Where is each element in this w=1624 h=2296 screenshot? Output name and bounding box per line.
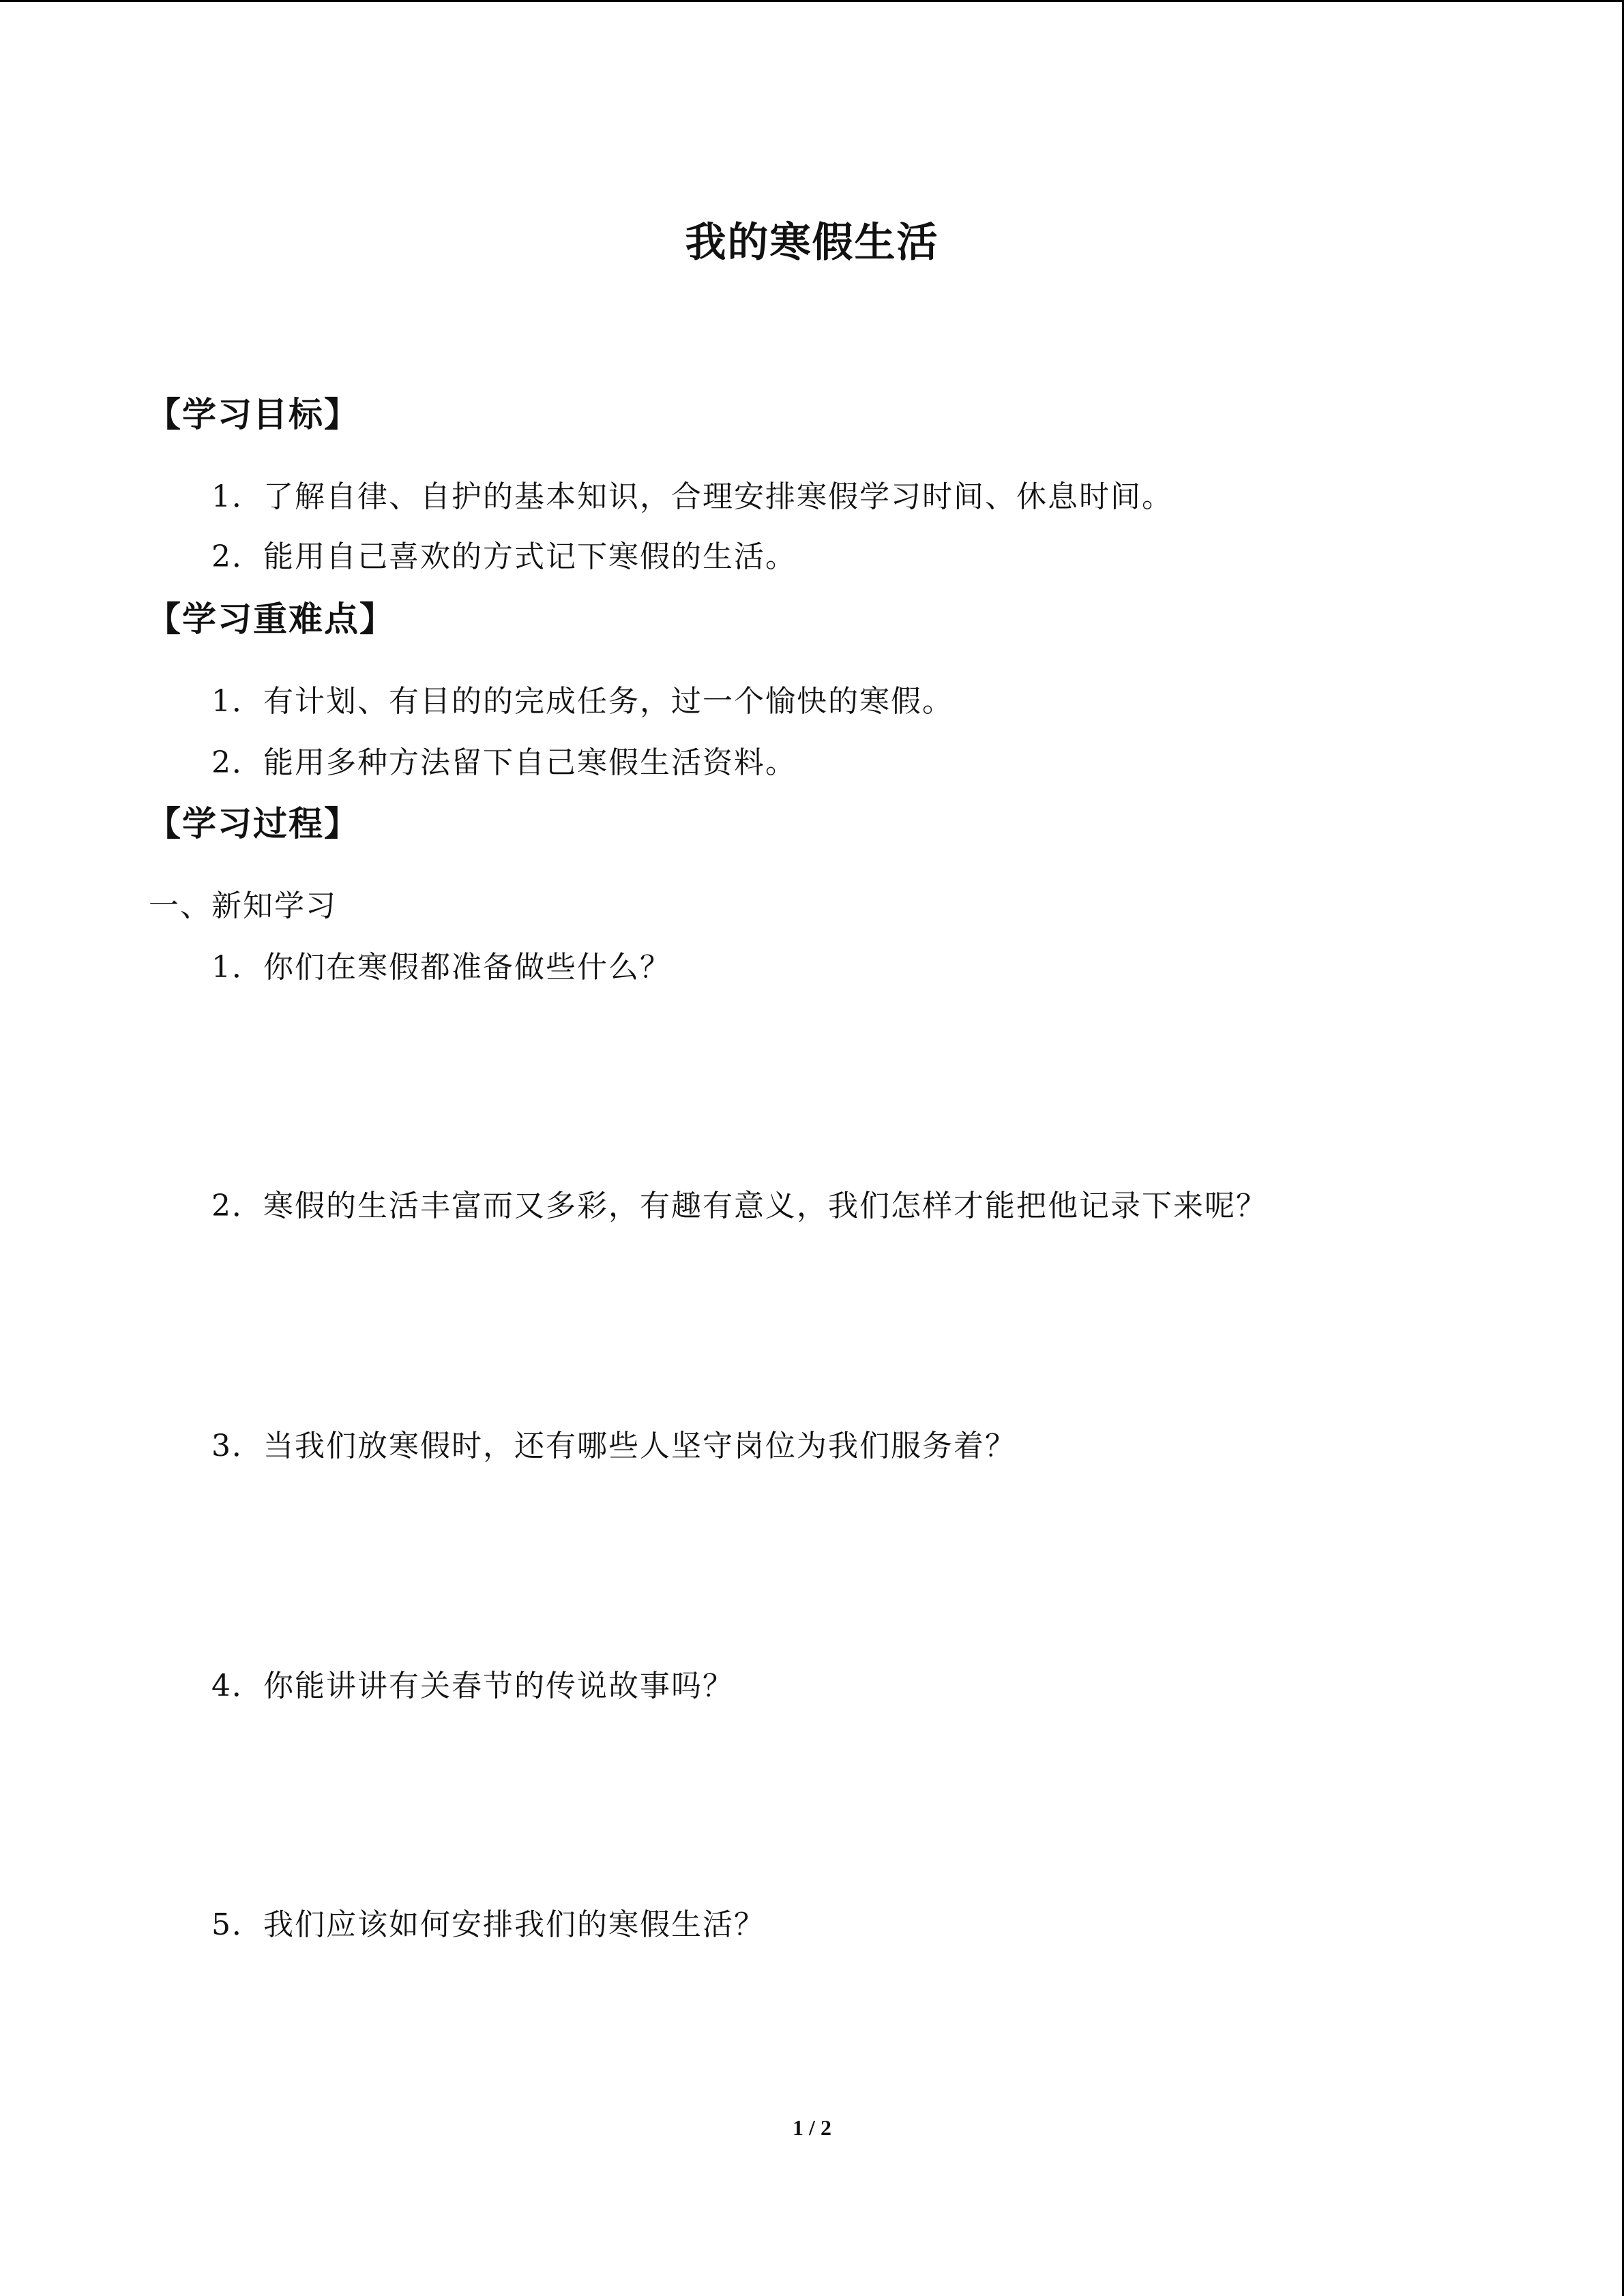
objective-text: 能用自己喜欢的方式记下寒假的生活。: [263, 539, 797, 574]
question-item: [211, 1661, 734, 1705]
top-border-line: [0, 0, 1624, 2]
page-number: 1 / 2: [793, 2115, 831, 2140]
objective-item: [211, 532, 797, 576]
question-text: 我们应该如何安排我们的寒假生活？: [263, 1907, 765, 1942]
part-title: 一、新知学习: [149, 889, 337, 923]
document-title: 我的寒假生活: [685, 219, 939, 267]
question-text: 寒假的生活丰富而又多彩，有趣有意义，我们怎样才能把他记录下来呢？: [263, 1189, 1267, 1223]
question-item: [211, 942, 671, 986]
process-heading: 【学习过程】: [147, 803, 359, 844]
key-point-number: 1．: [211, 684, 263, 719]
key-point-number: 2．: [211, 745, 263, 780]
question-item: [211, 1421, 1016, 1465]
question-number: 1．: [211, 950, 263, 985]
question-text: 你能讲讲有关春节的传说故事吗？: [263, 1669, 734, 1703]
objective-item: [211, 472, 1173, 516]
objective-text: 了解自律、自护的基本知识，合理安排寒假学习时间、休息时间。: [263, 479, 1173, 514]
objectives-heading: 【学习目标】: [147, 394, 359, 434]
question-item: [211, 1900, 765, 1943]
objective-number: 2．: [211, 539, 263, 574]
objective-number: 1．: [211, 479, 263, 514]
question-number: 3．: [211, 1429, 263, 1463]
key-point-item: [211, 738, 797, 781]
question-text: 当我们放寒假时，还有哪些人坚守岗位为我们服务着？: [263, 1429, 1016, 1463]
key-points-heading: 【学习重难点】: [147, 599, 395, 639]
key-point-text: 有计划、有目的的完成任务，过一个愉快的寒假。: [263, 684, 954, 719]
question-number: 4．: [211, 1669, 263, 1703]
key-point-item: [211, 676, 954, 720]
question-number: 5．: [211, 1907, 263, 1942]
key-point-text: 能用多种方法留下自己寒假生活资料。: [263, 745, 797, 780]
question-item: [211, 1181, 1267, 1225]
question-number: 2．: [211, 1189, 263, 1223]
question-text: 你们在寒假都准备做些什么？: [263, 950, 671, 985]
